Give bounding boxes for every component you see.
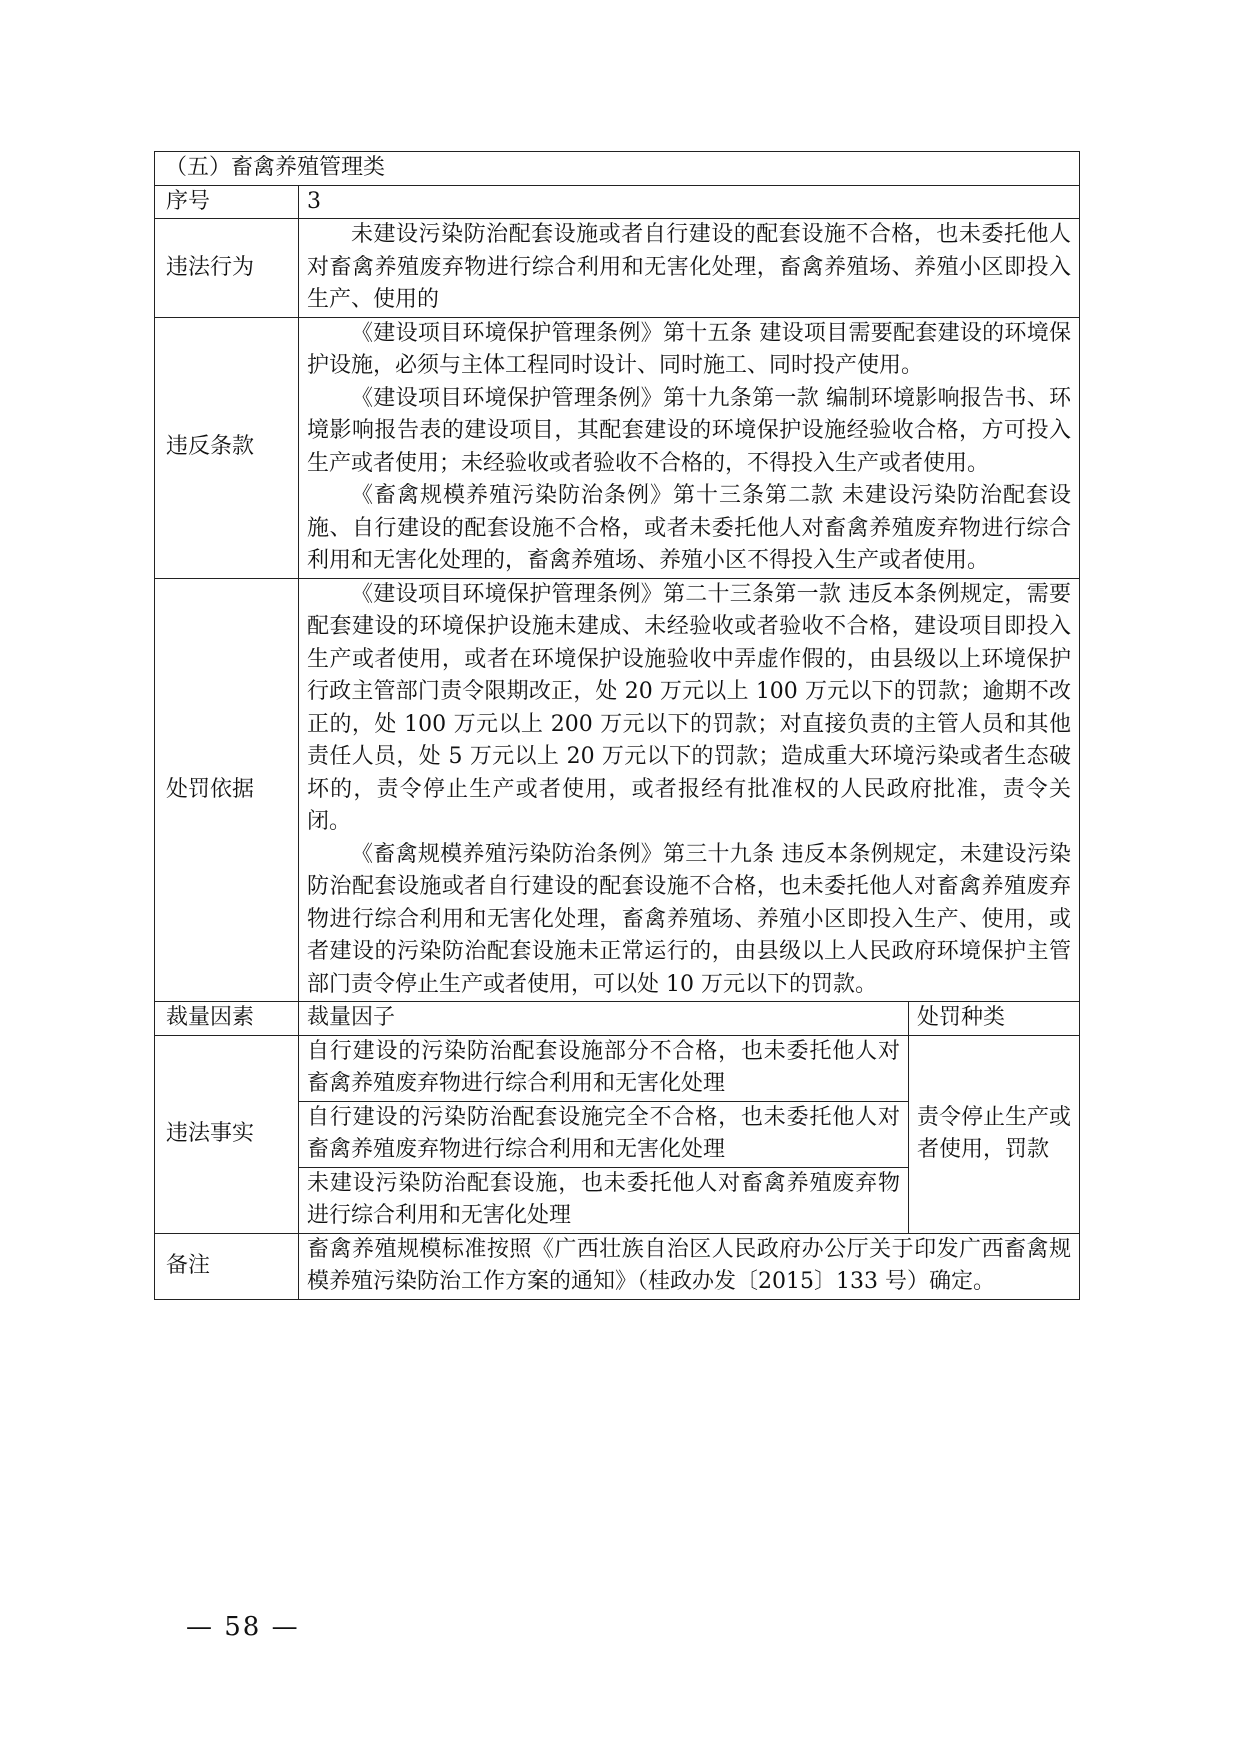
clause-paragraph: 《建设项目环境保护管理条例》第十五条 建设项目需要配套建设的环境保护设施，必须与主体工程同时设计、同时施工、同时投产使用。 bbox=[307, 320, 1071, 378]
violation-text: 未建设污染防治配套设施或者自行建设的配套设施不合格，也未委托他人对畜禽养殖废弃物进行综合利用和无害化处理，畜禽养殖场、养殖小区即投入生产、使用的 bbox=[299, 219, 1080, 318]
penalty-type: 责令停止生产或者使用，罚款 bbox=[909, 1035, 1080, 1233]
basis-content bbox=[299, 578, 1080, 1002]
section-title-row bbox=[155, 152, 1080, 186]
basis-paragraph: 《畜禽规模养殖污染防治条例》第三十九条 违反本条例规定，未建设污染防治配套设施或者自行建设的配套设施不合格，也未委托他人对畜禽养殖废弃物进行综合利用和无害化处理，畜禽养殖场、养殖小区即投入生产、使用，或者建设的污染防治配套设施未正常运行的，由县级以上人民政府环境保护主管部门责令停止生产或者使用，可以处 10 万元以下的罚款。 bbox=[307, 841, 1071, 997]
fact-item: 自行建设的污染防治配套设施完全不合格，也未委托他人对畜禽养殖废弃物进行综合利用和无害化处理 bbox=[299, 1101, 909, 1167]
fact-item: 自行建设的污染防治配套设施部分不合格，也未委托他人对畜禽养殖废弃物进行综合利用和无害化处理 bbox=[299, 1035, 909, 1101]
facts-label: 违法事实 bbox=[155, 1035, 299, 1233]
remarks-label: 备注 bbox=[155, 1233, 299, 1299]
type-header: 处罚种类 bbox=[909, 1002, 1080, 1036]
clause-paragraph: 《畜禽规模养殖污染防治条例》第十三条第二款 未建设污染防治配套设施、自行建设的配套设施不合格，或者未委托他人对畜禽养殖废弃物进行综合利用和无害化处理的，畜禽养殖场、养殖小区不得投入生产或者使用。 bbox=[307, 483, 1071, 573]
clauses-label: 违反条款 bbox=[155, 317, 299, 578]
remarks-row bbox=[155, 1233, 1080, 1299]
clause-paragraph: 《建设项目环境保护管理条例》第十九条第一款 编制环境影响报告书、环境影响报告表的建设项目，其配套建设的环境保护设施经验收合格，方可投入生产或者使用；未经验收或者验收不合格的，不得投入生产或者使用。 bbox=[307, 385, 1071, 476]
basis-label: 处罚依据 bbox=[155, 578, 299, 1002]
section-title: （五）畜禽养殖管理类 bbox=[155, 152, 1080, 186]
basis-row bbox=[155, 578, 1080, 1002]
fact-item: 未建设污染防治配套设施，也未委托他人对畜禽养殖废弃物进行综合利用和无害化处理 bbox=[299, 1167, 909, 1233]
factor-header: 裁量因子 bbox=[299, 1002, 909, 1036]
serial-value: 3 bbox=[299, 185, 1080, 219]
clauses-row bbox=[155, 317, 1080, 578]
fact-row bbox=[155, 1035, 1080, 1101]
penalty-discretion-table bbox=[154, 151, 1080, 1300]
serial-label: 序号 bbox=[155, 185, 299, 219]
remarks-text: 畜禽养殖规模标准按照《广西壮族自治区人民政府办公厅关于印发广西畜禽规模养殖污染防治工作方案的通知》（桂政办发〔2015〕133 号）确定。 bbox=[299, 1233, 1080, 1299]
violation-row bbox=[155, 219, 1080, 318]
violation-label: 违法行为 bbox=[155, 219, 299, 318]
discretion-label: 裁量因素 bbox=[155, 1002, 299, 1036]
clauses-content bbox=[299, 317, 1080, 578]
serial-row bbox=[155, 185, 1080, 219]
page-number: — 58 — bbox=[186, 1612, 300, 1642]
basis-paragraph: 《建设项目环境保护管理条例》第二十三条第一款 违反本条例规定，需要配套建设的环境保护设施未建成、未经验收或者验收不合格，建设项目即投入生产或者使用，或者在环境保护设施验收中弄虚作假的，由县级以上环境保护行政主管部门责令限期改正，处 20 万元以上 100 万元以下的罚款；逾期不改正的，处 100 万元以上 200 万元以下的罚款；对直接负责的主管人员和其他责任人员，处 5 万元以上 20 万元以下的罚款；造成重大环境污染或者生态破坏的，责令停止生产或者使用，或者报经有批准权的人民政府批准，责令关闭。 bbox=[307, 581, 1071, 834]
discretion-header-row bbox=[155, 1002, 1080, 1036]
